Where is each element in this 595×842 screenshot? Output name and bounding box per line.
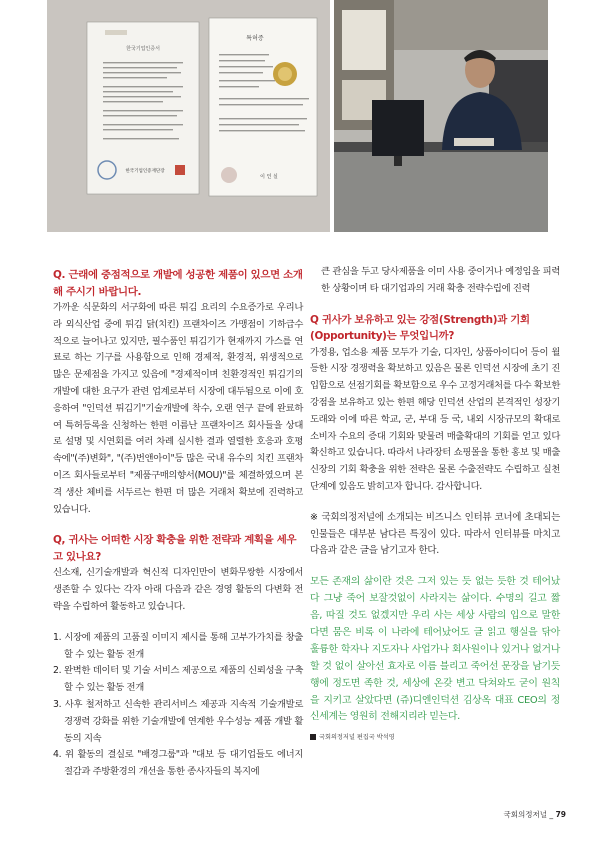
page-footer: 국회의정저널 _ 79 [503, 810, 566, 819]
certificates-illustration [47, 0, 330, 232]
certificates-photo [47, 0, 330, 232]
question-3: Q 귀사가 보유하고 있는 강점(Strength)과 기회(Opportunity)는 무엇입니까? [310, 313, 530, 343]
ceo-at-desk-illustration [334, 0, 548, 232]
closing-quote: 모든 존재의 삶이란 것은 그저 있는 듯 없는 듯한 것 테어났다 그냥 죽어 보잘것없이 사라지는 삶이다. 수명의 길고 짧음, 따질 것도 없겠지만 우리 사는 세상 사람의 입으로 말한다면 뭄은 비록 이 나라에 테어났어도 글 읽고 행실을 닦아 훌륭한 학자나 지도자나 사업가나 회사원이나 있거나 없거나 할 것 없이 살아선 효자로 이름 블리고 죽어선 문장을 남기듯 행에 정도면 족한 것, 세상에 온갖 변고 닥쳐와도 굳이 원칙을 지키고 살았다면 (쥬)디엔인덕션 김상옥 대표 CEO의 정신세계는 영원히 전해지리라 믿는다. [310, 576, 560, 723]
cert2-title: 특허증 [246, 35, 264, 42]
cert1-title: 한국기업인증서 [126, 46, 160, 52]
left-column [53, 267, 303, 781]
answer-1: 가까운 식문화의 서구화에 따른 튀김 요리의 수요증가로 우리나라 외식산업 중에 튀김 닭(치킨) 프랜차이즈 가맹점이 기하급수적으로 늘어나고 있지만, 필수품인 튀김기가 현재까지 가스를 연료로 하는 기구를 사용함으로 인해 경제적, 환경적, 위생적으로 많은 문제점을 가지고 있음에 "경제적이며 친환경적인 튀김기의 개발에 대한 요구가 관련 업계로부터 시장에 대두됨으로 이에 호응하여 "인덕션 튀김기"기술개발에 착수, 오랜 연구 끝에 완료하여 특허등록을 신청하는 한편 이름난 프랜차이즈 회사들을 상대로 설명 및 시연회를 여러 차례 실시한 결과 열렬한 호응과 호평 속에"(주)변화", "(주)번앤아이"등 많은 국내 유수의 치킨 프랜차이즈 회사들로부터 "제품구매의향서(MOU)"를 체결하였으며 본격 생산 체비를 서두르는 한편 더 많은 거래처 확보에 진력하고 있습니다. [53, 302, 303, 515]
answer-3: 가정용, 업소용 제품 모두가 기술, 디자인, 상품아이디어 등이 월등한 시장 경쟁력을 확보하고 있음은 물론 인덕션 시장에 초기 진입함으로 선점기회를 확보함으로 우수 고정거래처를 다수 확보한 강점을 보유하고 있는 한편 해당 인덕션 산업의 본격적인 성장기 도래와 이에 따른 학교, 군, 부대 등 국, 내외 시장규모의 확대로 소비자 수요의 증대 기회와 맞물려 매출확대의 기회를 얻고 있다 확신하고 있습니다. 따라서 나라장터 쇼핑몰을 통한 홍보 및 매출 신장의 기회 확충을 위한 전략은 물론 수출전략도 수립하고 실천단계에 있음도 밝히고자 합니다. 감사합니다. [310, 346, 560, 492]
byline [310, 732, 560, 741]
list-item-continuation: 큰 관심을 두고 당사제품을 이미 사용 중이거나 예정임을 피력한 상황이며 타 대기업과의 거래 확충 전략수립에 진력 [321, 266, 560, 294]
ceo-office-photo [334, 0, 548, 232]
list-item: 3. 사후 철저하고 신속한 관리서비스 제공과 지속적 기술개발로 경쟁력 강화를 위한 기술개발에 연계한 우수성능 제품 개발 활동의 지속 [53, 698, 303, 744]
cert2-sign: 이 인 실 [260, 174, 278, 180]
editor-note: ※ 국회의정저널에 소개되는 비즈니스 인터뷰 코너에 초대되는 인물들은 대부분 남다른 특징이 있다. 따라서 인터뷰를 마치고 다음과 같은 글을 남기고자 한다. [310, 511, 560, 557]
cert1-org: 한국기업인증재단장 [125, 169, 165, 174]
list-item: 2. 완벽한 데이터 및 기술 서비스 제공으로 제품의 신뢰성을 구축할 수 있는 활동 전개 [53, 665, 303, 694]
question-1: Q. 근래에 중점적으로 개발에 성공한 제품이 있으면 소개해 주시기 바랍니다. [53, 269, 303, 298]
strategy-list [53, 630, 303, 781]
byline-marker-icon [310, 734, 316, 740]
right-column [310, 264, 560, 741]
byline-text: 국회의정저널 편집국 박석영 [319, 734, 395, 742]
page-number: 79 [555, 810, 566, 819]
answer-2: 신소재, 신기술개발과 혁신적 디자인만이 변화무쌍한 시장에서 생존할 수 있다는 각자 아래 다음과 같은 경영 활동의 다변화 전략을 수립하여 활동하고 있습니다. [53, 567, 303, 612]
magazine-name: 국회의정저널 [503, 810, 548, 819]
list-item: 1. 시장에 제품의 고품질 이미지 제시를 통해 고부가가치를 창출할 수 있는 활동 전개 [53, 631, 303, 660]
question-2: Q, 귀사는 어떠한 시장 확충을 위한 전략과 계획을 세우고 있나요? [53, 534, 297, 563]
list-item: 4. 위 활동의 결실로 "배경그룹"과 "대보 등 대기업들도 에너지 절감과 주방환경의 개선을 통한 종사자들의 복지에 [53, 749, 303, 778]
